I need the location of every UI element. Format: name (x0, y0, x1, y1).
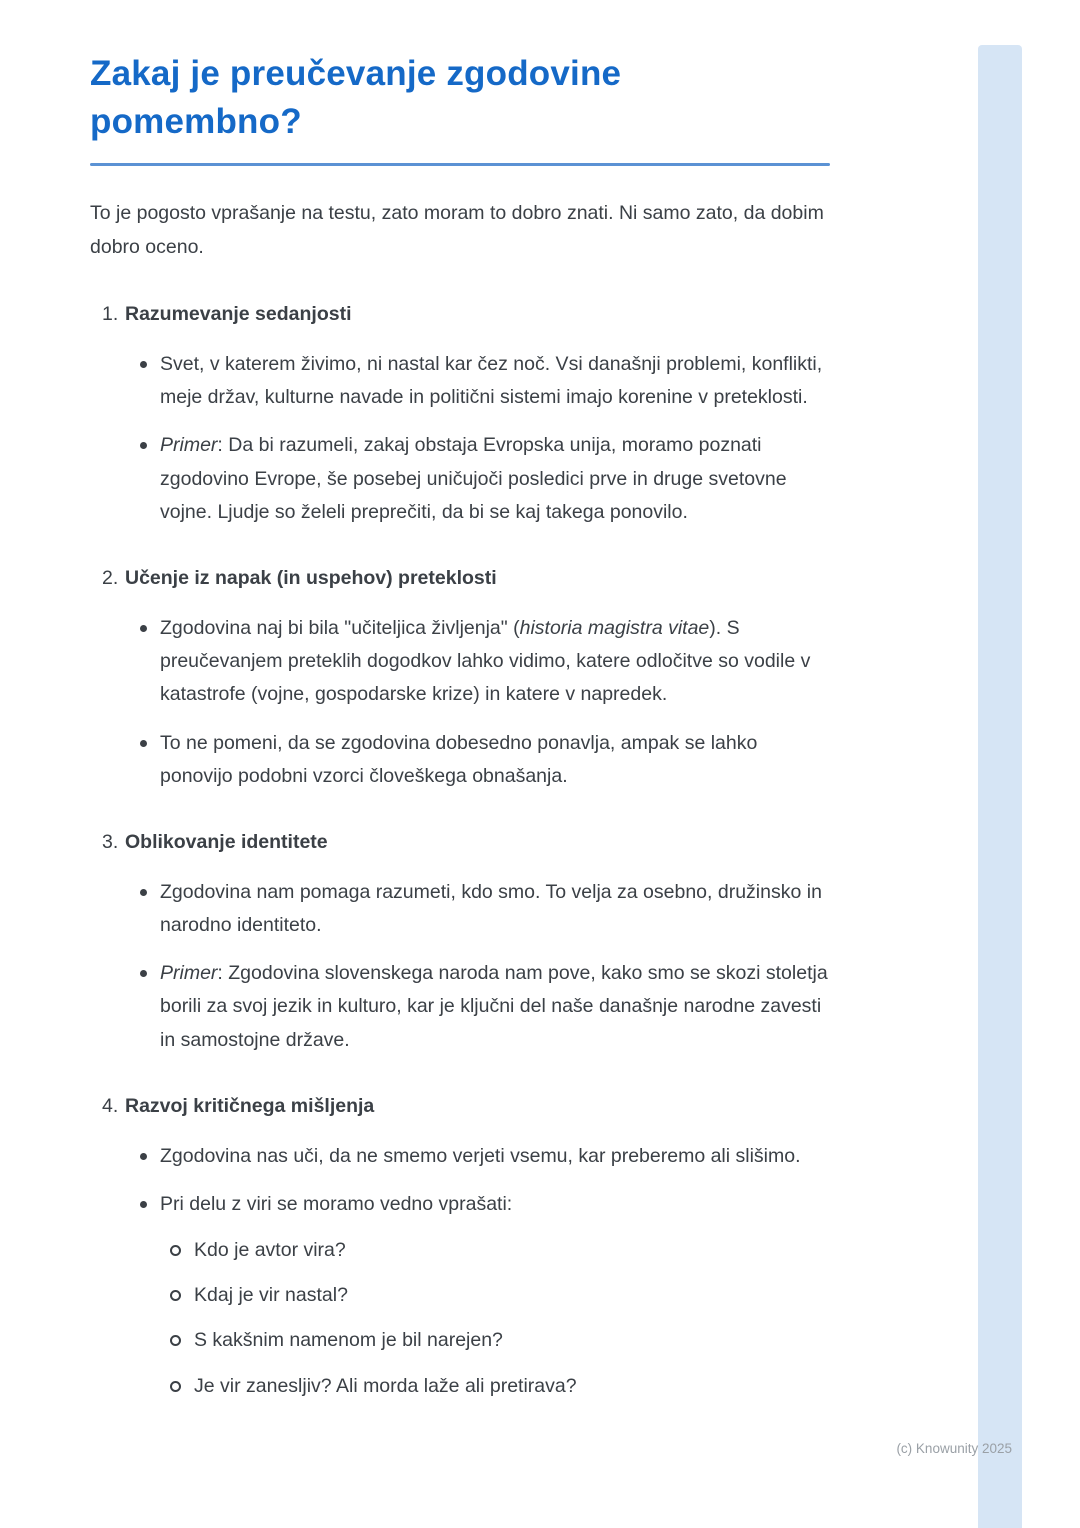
text-segment-italic: Primer (160, 434, 218, 457)
circle-bullet-icon (170, 1381, 181, 1392)
list-item-text (160, 1140, 801, 1173)
circle-bullet-icon (170, 1290, 181, 1301)
text-segment: Zgodovina naj bi bila "učiteljica življenja" ( (160, 617, 520, 640)
bullet-list (90, 1140, 830, 1402)
circle-bullet-icon (170, 1335, 181, 1346)
text-segment: ). S preučevanjem preteklih dogodkov lahko vidimo, katere odločitve so vodile v katastrofe (vojne, gospodarske krize) in katere v napredek. (160, 617, 811, 706)
circle-bullet-icon (170, 1245, 181, 1256)
bullet-icon (140, 889, 147, 896)
list-item (90, 876, 830, 942)
section-razvoj-kriticnega-misljenja (90, 1091, 830, 1402)
text-segment: : Da bi razumeli, zakaj obstaja Evropska unija, moramo poznati zgodovino Evrope, še posebej uničujoči posledici prve in druge svetovne vojne. Ljudje so želeli preprečiti, da bi se kaj takega ponovilo. (160, 434, 787, 523)
section-heading (90, 1091, 830, 1122)
list-item (90, 612, 830, 711)
bullet-list (90, 876, 830, 1057)
section-number: 2. (102, 566, 119, 589)
section-number: 3. (102, 830, 119, 853)
sub-list-item-text: Kdo je avtor vira? (194, 1239, 346, 1262)
bullet-list (90, 612, 830, 793)
sub-list-item (160, 1234, 577, 1266)
bullet-icon (140, 1153, 147, 1160)
bullet-icon (140, 442, 147, 449)
section-title: Učenje iz napak (in uspehov) preteklosti (125, 566, 497, 589)
section-oblikovanje-identitete (90, 827, 830, 1057)
section-title: Oblikovanje identitete (125, 830, 328, 853)
section-title: Razumevanje sedanjosti (125, 303, 352, 325)
sub-list-item-text: Je vir zanesljiv? Ali morda laže ali pretirava? (194, 1374, 577, 1397)
section-ucenje-iz-napak (90, 563, 830, 793)
list-item-text (160, 957, 830, 1056)
text-segment: Zgodovina nas uči, da ne smemo verjeti vsemu, kar preberemo ali slišimo. (160, 1144, 801, 1167)
text-segment: : Zgodovina slovenskega naroda nam pove, kako smo se skozi stoletja borili za svoj jezik in kulturo, kar je ključni del naše današnje narodne zavesti in samostojne države. (160, 962, 828, 1051)
section-title: Razvoj kritičnega mišljenja (125, 1094, 375, 1117)
section-heading (90, 827, 830, 858)
intro-paragraph: To je pogosto vprašanje na testu, zato moram to dobro znati. Ni samo zato, da dobim dobro oceno. (90, 201, 824, 259)
list-item-text (160, 727, 830, 793)
list-item (90, 429, 830, 528)
list-item-text (160, 348, 830, 414)
list-item (90, 1140, 830, 1173)
text-segment: To ne pomeni, da se zgodovina dobesedno ponavlja, ampak se lahko ponovijo podobni vzorci človeškega obnašanja. (160, 731, 758, 787)
bullet-list (90, 348, 830, 529)
section-razumevanje-sedanjosti (90, 299, 830, 529)
title-underline-rule (90, 163, 830, 166)
right-accent-stripe (978, 45, 1022, 1528)
bullet-icon (140, 361, 147, 368)
sub-list-item-text: S kakšnim namenom je bil narejen? (194, 1329, 503, 1352)
section-number: 1. (102, 303, 119, 325)
list-item-text (160, 876, 830, 942)
bullet-icon (140, 740, 147, 747)
text-segment: Pri delu z viri se moramo vedno vprašati: (160, 1193, 513, 1215)
section-heading (90, 299, 830, 330)
text-segment: Zgodovina nam pomaga razumeti, kdo smo. To velja za osebno, družinsko in narodno identiteto. (160, 880, 822, 937)
list-item (90, 348, 830, 414)
section-heading (90, 563, 830, 594)
sub-list-item (160, 1370, 577, 1402)
bullet-icon (140, 1201, 147, 1208)
sub-list-item (160, 1324, 577, 1356)
text-segment-italic: Primer (160, 962, 218, 985)
bullet-icon (140, 970, 147, 977)
list-item-text (160, 1188, 577, 1221)
text-segment: Svet, v katerem živimo, ni nastal kar čez noč. Vsi današnji problemi, konflikti, meje držav, kulturne navade in politični sistemi imajo korenine v preteklosti. (160, 353, 823, 409)
list-item (90, 727, 830, 793)
list-item-text (160, 612, 830, 711)
sub-list-item-text: Kdaj je vir nastal? (194, 1284, 348, 1307)
sub-list-item (160, 1279, 577, 1311)
document-content (90, 50, 830, 1417)
sub-bullet-list (160, 1234, 577, 1402)
list-item (90, 957, 830, 1056)
page-title: Zakaj je preučevanje zgodovine pomembno? (90, 54, 622, 142)
copyright-notice: (c) Knowunity 2025 (896, 1441, 1012, 1456)
bullet-icon (140, 625, 147, 632)
list-item-text (160, 429, 830, 528)
text-segment-italic: historia magistra vitae (519, 617, 710, 640)
list-item (90, 1188, 830, 1402)
section-number: 4. (102, 1094, 119, 1117)
